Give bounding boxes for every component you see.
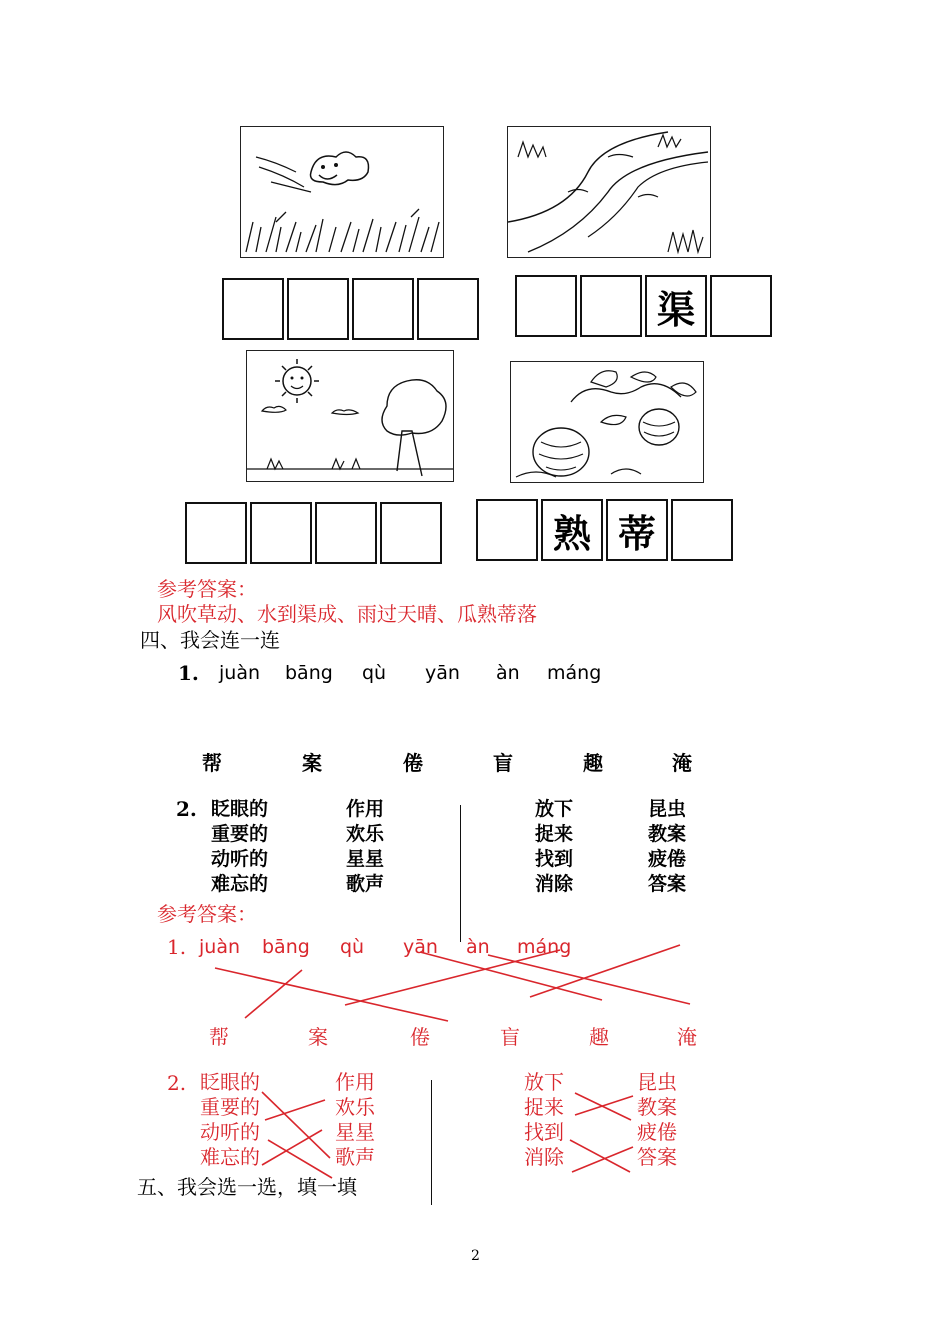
word-item: 放下 [524, 1070, 564, 1094]
grid-cell[interactable] [645, 275, 707, 337]
tian-grid-1 [222, 278, 482, 340]
grid-cell[interactable] [476, 499, 538, 561]
word-item: 作用 [335, 1070, 375, 1094]
pinyin-item: máng [517, 936, 572, 958]
grid-cell[interactable] [287, 278, 349, 340]
grid-cell[interactable] [352, 278, 414, 340]
word-item[interactable]: 作用 [346, 798, 385, 820]
page-number: 2 [471, 1248, 480, 1264]
pinyin-item[interactable]: juàn [219, 662, 261, 684]
match-line [215, 968, 448, 1021]
grid-char: 蒂 [608, 501, 666, 559]
word-item[interactable]: 找到 [535, 848, 574, 870]
section-title: 四、我会连一连 [140, 628, 280, 652]
grid-char: 熟 [543, 501, 601, 559]
word-item[interactable]: 眨眼的 [211, 798, 269, 820]
word-item[interactable]: 欢乐 [346, 823, 385, 845]
match-line [420, 952, 602, 1000]
match-line [345, 950, 560, 1005]
pinyin-item: yān [403, 936, 438, 958]
word-column [648, 797, 686, 897]
word-item[interactable]: 消除 [535, 873, 574, 895]
section-title: 五、我会选一选，填一填 [137, 1175, 357, 1199]
word-item[interactable]: 疲倦 [648, 848, 687, 870]
match-line [575, 1093, 631, 1120]
question-number: 1. [178, 661, 199, 685]
grid-cell[interactable] [710, 275, 772, 337]
word-item[interactable]: 重要的 [211, 823, 269, 845]
grid-cell[interactable] [541, 499, 603, 561]
word-item: 眨眼的 [200, 1070, 260, 1094]
word-item: 欢乐 [335, 1095, 375, 1119]
word-item[interactable]: 昆虫 [648, 798, 687, 820]
hanzi-item[interactable]: 案 [302, 751, 322, 775]
word-item: 找到 [524, 1120, 564, 1144]
word-column [535, 797, 573, 897]
hanzi-item[interactable]: 盲 [493, 751, 513, 775]
word-column [211, 797, 268, 897]
divider [460, 805, 461, 942]
word-item: 捉来 [524, 1095, 564, 1119]
hanzi-item: 案 [308, 1025, 328, 1049]
word-item[interactable]: 捉来 [535, 823, 574, 845]
word-column [524, 1070, 564, 1170]
river-picture [507, 126, 711, 258]
match-line [488, 955, 690, 1004]
word-item[interactable]: 歌声 [346, 873, 385, 895]
word-item: 答案 [637, 1145, 677, 1169]
grid-cell[interactable] [315, 502, 377, 564]
sun-tree-picture [246, 350, 454, 482]
grid-cell[interactable] [222, 278, 284, 340]
grid-cell[interactable] [185, 502, 247, 564]
answer-label: 参考答案： [157, 577, 257, 601]
word-item: 星星 [335, 1120, 375, 1144]
grid-cell[interactable] [580, 275, 642, 337]
word-item: 动听的 [200, 1120, 260, 1144]
answer-label: 参考答案： [157, 902, 257, 926]
hanzi-item: 倦 [410, 1025, 430, 1049]
word-item: 歌声 [335, 1145, 375, 1169]
hanzi-item: 帮 [209, 1025, 229, 1049]
question-number: 2. [176, 797, 197, 821]
hanzi-item: 盲 [500, 1025, 520, 1049]
grid-cell[interactable] [250, 502, 312, 564]
pinyin-item[interactable]: àn [496, 662, 520, 684]
hanzi-item[interactable]: 倦 [403, 751, 423, 775]
match-line [265, 1100, 325, 1120]
word-column [346, 797, 384, 897]
word-column [637, 1070, 677, 1170]
pinyin-item: àn [466, 936, 490, 958]
pinyin-item: qù [340, 936, 365, 958]
grid-cell[interactable] [606, 499, 668, 561]
word-item[interactable]: 动听的 [211, 848, 269, 870]
word-item: 重要的 [200, 1095, 260, 1119]
grid-cell[interactable] [671, 499, 733, 561]
melon-picture [510, 361, 704, 483]
pinyin-item[interactable]: qù [362, 662, 387, 684]
match-line [572, 1147, 633, 1172]
word-item[interactable]: 教案 [648, 823, 687, 845]
question-number: 1. [167, 935, 187, 959]
tian-grid-4 [476, 499, 736, 561]
word-item: 昆虫 [637, 1070, 677, 1094]
pinyin-item: juàn [199, 936, 241, 958]
word-item[interactable]: 星星 [346, 848, 385, 870]
pinyin-item: bāng [262, 936, 310, 958]
question-number: 2. [167, 1071, 187, 1095]
match-line [570, 1140, 630, 1172]
word-column [200, 1070, 260, 1170]
word-item[interactable]: 难忘的 [211, 873, 269, 895]
word-item: 疲倦 [637, 1120, 677, 1144]
wind-grass-picture [240, 126, 444, 258]
hanzi-item[interactable]: 帮 [202, 751, 222, 775]
word-item: 消除 [524, 1145, 564, 1169]
grid-cell[interactable] [515, 275, 577, 337]
word-item[interactable]: 放下 [535, 798, 574, 820]
grid-cell[interactable] [380, 502, 442, 564]
word-column [335, 1070, 375, 1170]
hanzi-item: 淹 [677, 1025, 697, 1049]
tian-grid-3 [185, 502, 445, 564]
hanzi-item[interactable]: 趣 [583, 751, 603, 775]
match-line [575, 1096, 633, 1115]
word-item: 教案 [637, 1095, 677, 1119]
grid-char: 渠 [647, 277, 705, 335]
answer-text: 风吹草动、水到渠成、雨过天晴、瓜熟蒂落 [157, 602, 537, 626]
grid-cell[interactable] [417, 278, 479, 340]
pinyin-item[interactable]: yān [425, 662, 460, 684]
hanzi-item[interactable]: 淹 [672, 751, 692, 775]
match-line [245, 970, 302, 1018]
divider [431, 1080, 432, 1205]
match-line [262, 1130, 322, 1165]
word-item: 难忘的 [200, 1145, 260, 1169]
pinyin-item[interactable]: bāng [285, 662, 333, 684]
hanzi-item: 趣 [589, 1025, 609, 1049]
match-line [262, 1092, 330, 1158]
pinyin-item[interactable]: máng [547, 662, 602, 684]
word-item[interactable]: 答案 [648, 873, 687, 895]
tian-grid-2 [515, 275, 775, 337]
